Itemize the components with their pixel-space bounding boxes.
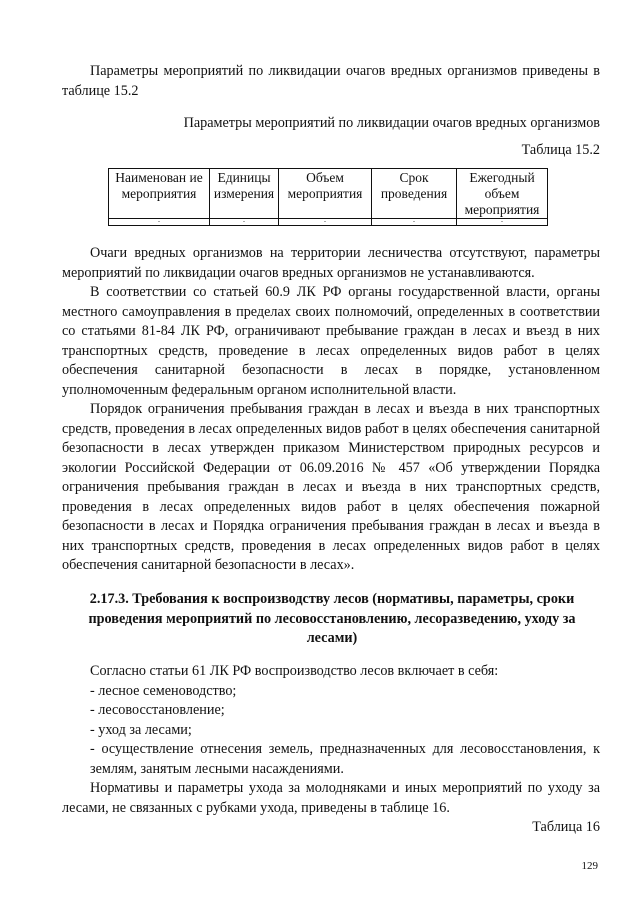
table-cell: - <box>210 219 279 226</box>
table-cell: - <box>457 219 548 226</box>
table-header-cell: Объем мероприятия <box>279 169 372 219</box>
table-15-2-title: Параметры мероприятий по ликвидации очагов вредных организмов <box>183 115 600 131</box>
table-15-2 <box>108 168 548 226</box>
body-paragraph: Очаги вредных организмов на территории лесничества отсутствуют, параметры мероприятий по ликвидации очагов вредных организмов не устанавливаются. <box>62 245 600 281</box>
section-closing: Нормативы и параметры ухода за молодняками и иных мероприятий по уходу за лесами, не связанных с рубками ухода, приведены в таблице 16. <box>62 780 600 816</box>
section-heading: 2.17.3. Требования к воспроизводству лесов (нормативы, параметры, сроки проведения мероприятий по лесовосстановлению, лесоразведению, уходу за лесами) <box>88 591 576 646</box>
table-cell: - <box>279 219 372 226</box>
list-item: - лесное семеноводство; <box>90 682 237 699</box>
table-header-cell: Наименован ие мероприятия <box>109 169 210 219</box>
page-number: 129 <box>581 860 598 872</box>
table-row <box>109 219 548 226</box>
list-item: - уход за лесами; <box>90 721 192 738</box>
table-cell: - <box>372 219 457 226</box>
table-15-2-label-block <box>62 141 600 161</box>
list-item: - лесовосстановление; <box>90 702 225 718</box>
body-paragraph: В соответствии со статьей 60.9 ЛК РФ органы государственной власти, органы местного самоуправления в пределах своих полномочий, определенных в соответствии со статьями 81-84 ЛК РФ, ограничивают пребывание граждан в лесах и въезд в них транспортных средств, проведение в лесах определенных видов работ в целях обеспечения санитарной безопасности в лесах в порядке, установленном уполномоченным федеральным органом исполнительной власти. <box>62 284 600 398</box>
section-block <box>62 662 600 838</box>
table-header-row <box>109 169 548 219</box>
body-paragraph: Порядок ограничения пребывания граждан в лесах и въезда в них транспортных средств, проведения в лесах определенных видов работ в целях обеспечения санитарной безопасности в лесах утвержден приказом Министерством природных ресурсов и экологии Российской Федерации от 06.09.2016 № 457 «Об утверждении Порядка ограничения пребывания граждан в лесах и въезда в них транспортных средств, проведения в лесах определенных видов работ в целях обеспечения пожарной безопасности в лесах и Порядка ограничения пребывания граждан в лесах и въезда в них транспортных средств, проведения в лесах определенных видов работ в целях обеспечения санитарной безопасности в лесах». <box>62 401 600 573</box>
table-cell: - <box>109 219 210 226</box>
table-15-2-label: Таблица 15.2 <box>521 142 600 158</box>
table-16-label: Таблица 16 <box>532 819 600 835</box>
table-header-cell: Единицы измерения <box>210 169 279 219</box>
table-header-cell: Срок проведения <box>372 169 457 219</box>
intro-paragraph: Параметры мероприятий по ликвидации очагов вредных организмов приведены в таблице 15.2 <box>62 63 600 99</box>
table-header-cell: Ежегодный объем мероприятия <box>457 169 548 219</box>
body-block <box>62 244 600 576</box>
intro-block <box>62 62 600 101</box>
table-15-2-caption <box>62 114 600 134</box>
list-item: - осуществление отнесения земель, предназначенных для лесовосстановления, к землям, занятым лесными насаждениями. <box>90 741 600 777</box>
section-intro: Согласно статьи 61 ЛК РФ воспроизводство лесов включает в себя: <box>90 663 499 679</box>
